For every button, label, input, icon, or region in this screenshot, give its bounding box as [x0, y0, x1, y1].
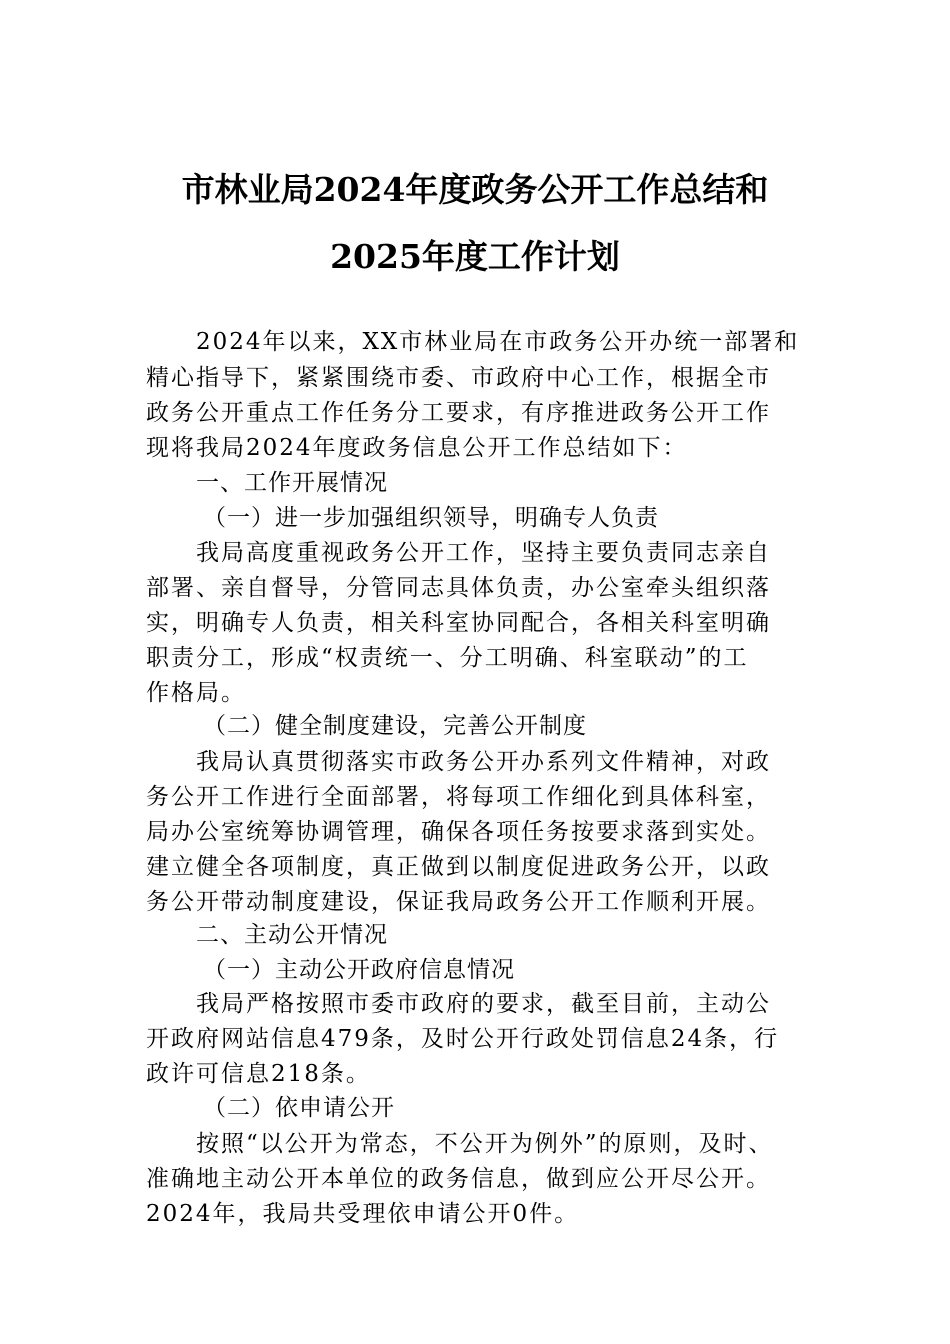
body-text-line: 作格局。: [146, 680, 246, 706]
body-text-line: 准确地主动公开本单位的政务信息，做到应公开尽公开。: [146, 1166, 771, 1192]
body-text-line: 局办公室统筹协调管理，确保各项任务按要求落到实处。: [146, 819, 771, 845]
section-heading-2: 二、主动公开情况: [196, 922, 388, 948]
body-text-line: 我局严格按照市委市政府的要求，截至目前，主动公: [196, 991, 771, 1017]
body-text-line: 2024年，我局共受理依申请公开0件。: [146, 1201, 580, 1227]
body-text-line: 现将我局2024年度政务信息公开工作总结如下：: [146, 435, 688, 461]
section-heading-1: 一、工作开展情况: [196, 470, 388, 496]
body-text-line: 务公开带动制度建设，保证我局政务公开工作顺利开展。: [146, 889, 771, 915]
body-text-line: 职责分工，形成“权责统一、分工明确、科室联动”的工: [146, 645, 749, 671]
body-text-line: 政许可信息218条。: [146, 1061, 371, 1087]
body-text-line: 我局认真贯彻落实市政务公开办系列文件精神，对政: [196, 749, 771, 775]
body-text-line: 精心指导下，紧紧围绕市委、市政府中心工作，根据全市: [146, 365, 771, 391]
body-text-line: 我局高度重视政务公开工作，坚持主要负责同志亲自: [196, 540, 771, 566]
body-text-line: 政务公开重点工作任务分工要求，有序推进政务公开工作: [146, 400, 771, 426]
body-text-line: 部署、亲自督导，分管同志具体负责，办公室牵头组织落: [146, 575, 771, 601]
subsection-heading-2-2: （二）依申请公开: [203, 1095, 395, 1121]
body-text-line: 2024年以来，XX市林业局在市政务公开办统一部署和: [196, 329, 800, 355]
subsection-heading-1-1: （一）进一步加强组织领导，明确专人负责: [203, 505, 659, 531]
body-text-line: 按照“以公开为常态，不公开为例外”的原则，及时、: [196, 1131, 774, 1157]
body-text-line: 务公开工作进行全面部署，将每项工作细化到具体科室，: [146, 784, 771, 810]
body-text-line: 实，明确专人负责，相关科室协同配合，各相关科室明确: [146, 610, 771, 636]
body-text-line: 建立健全各项制度，真正做到以制度促进政务公开，以政: [146, 854, 771, 880]
subsection-heading-1-2: （二）健全制度建设，完善公开制度: [203, 713, 587, 739]
subsection-heading-2-1: （一）主动公开政府信息情况: [203, 957, 515, 983]
document-title-line-2: 2025年度工作计划: [330, 237, 620, 276]
body-text-line: 开政府网站信息479条，及时公开行政处罚信息24条，行: [146, 1026, 780, 1052]
document-title-line-1: 市林业局2024年度政务公开工作总结和: [181, 170, 769, 209]
